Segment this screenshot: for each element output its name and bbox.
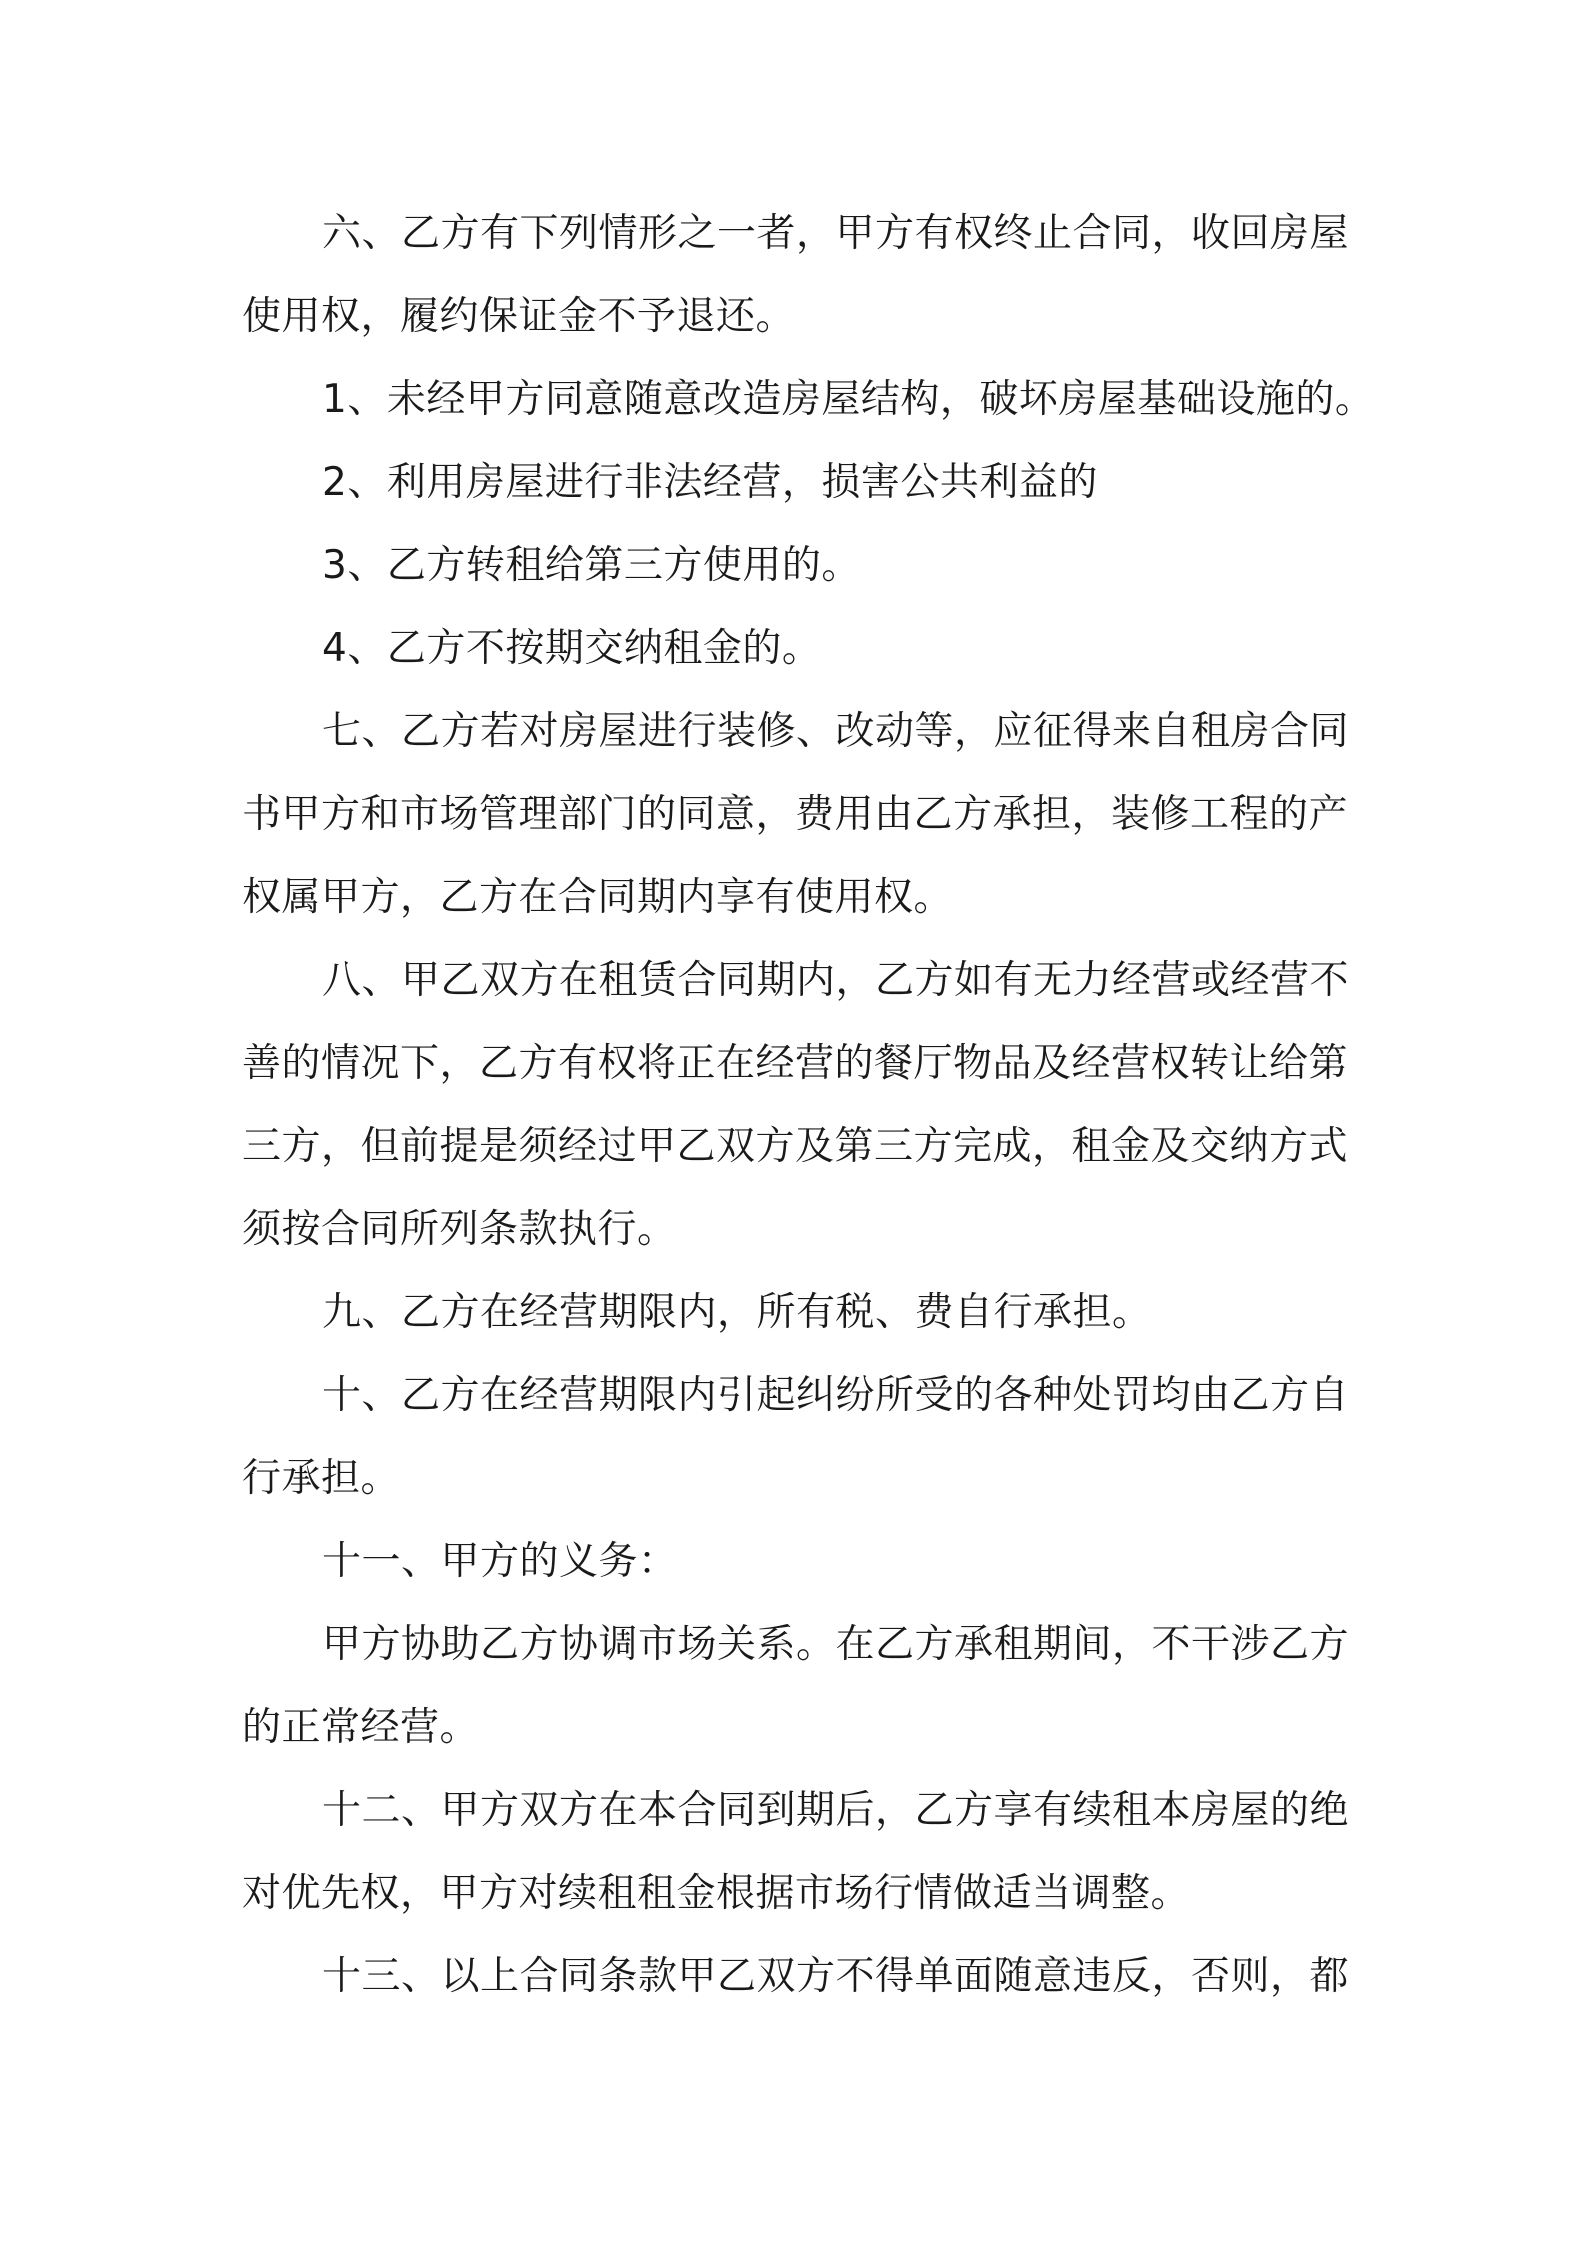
clause-9: 九、乙方在经营期限内，所有税、费自行承担。 <box>322 1290 1152 1335</box>
clause-10: 十、乙方在经营期限内引起纠纷所受的各种处罚均由乙方自行承担。 <box>242 1373 1350 1501</box>
clause-7: 七、乙方若对房屋进行装修、改动等，应征得来自租房合同书甲方和市场管理部门的同意，费用由乙方承担，装修工程的产权属甲方，乙方在合同期内享有使用权。 <box>242 709 1350 920</box>
clause-11-heading: 十一、甲方的义务： <box>322 1539 678 1584</box>
clause-12: 十二、甲方双方在本合同到期后，乙方享有续租本房屋的绝对优先权，甲方对续租租金根据市场行情做适当调整。 <box>242 1788 1350 1916</box>
clause-6: 六、乙方有下列情形之一者，甲方有权终止合同，收回房屋使用权，履约保证金不予退还。 <box>242 211 1350 339</box>
document-body <box>242 192 1375 2018</box>
clause-6-item-2: 2、利用房屋进行非法经营，损害公共利益的 <box>322 460 1098 505</box>
clause-6-item-3: 3、乙方转租给第三方使用的。 <box>322 543 861 588</box>
clause-11-body: 甲方协助乙方协调市场关系。在乙方承租期间，不干涉乙方的正常经营。 <box>242 1622 1350 1750</box>
clause-6-item-1: 1、未经甲方同意随意改造房屋结构，破坏房屋基础设施的。 <box>322 377 1375 422</box>
clause-8: 八、甲乙双方在租赁合同期内，乙方如有无力经营或经营不善的情况下，乙方有权将正在经营的餐厅物品及经营权转让给第三方，但前提是须经过甲乙双方及第三方完成，租金及交纳方式须按合同所列条款执行。 <box>242 958 1350 1252</box>
clause-13: 十三、以上合同条款甲乙双方不得单面随意违反，否则，都 <box>322 1954 1350 1999</box>
clause-6-item-4: 4、乙方不按期交纳租金的。 <box>322 626 822 671</box>
